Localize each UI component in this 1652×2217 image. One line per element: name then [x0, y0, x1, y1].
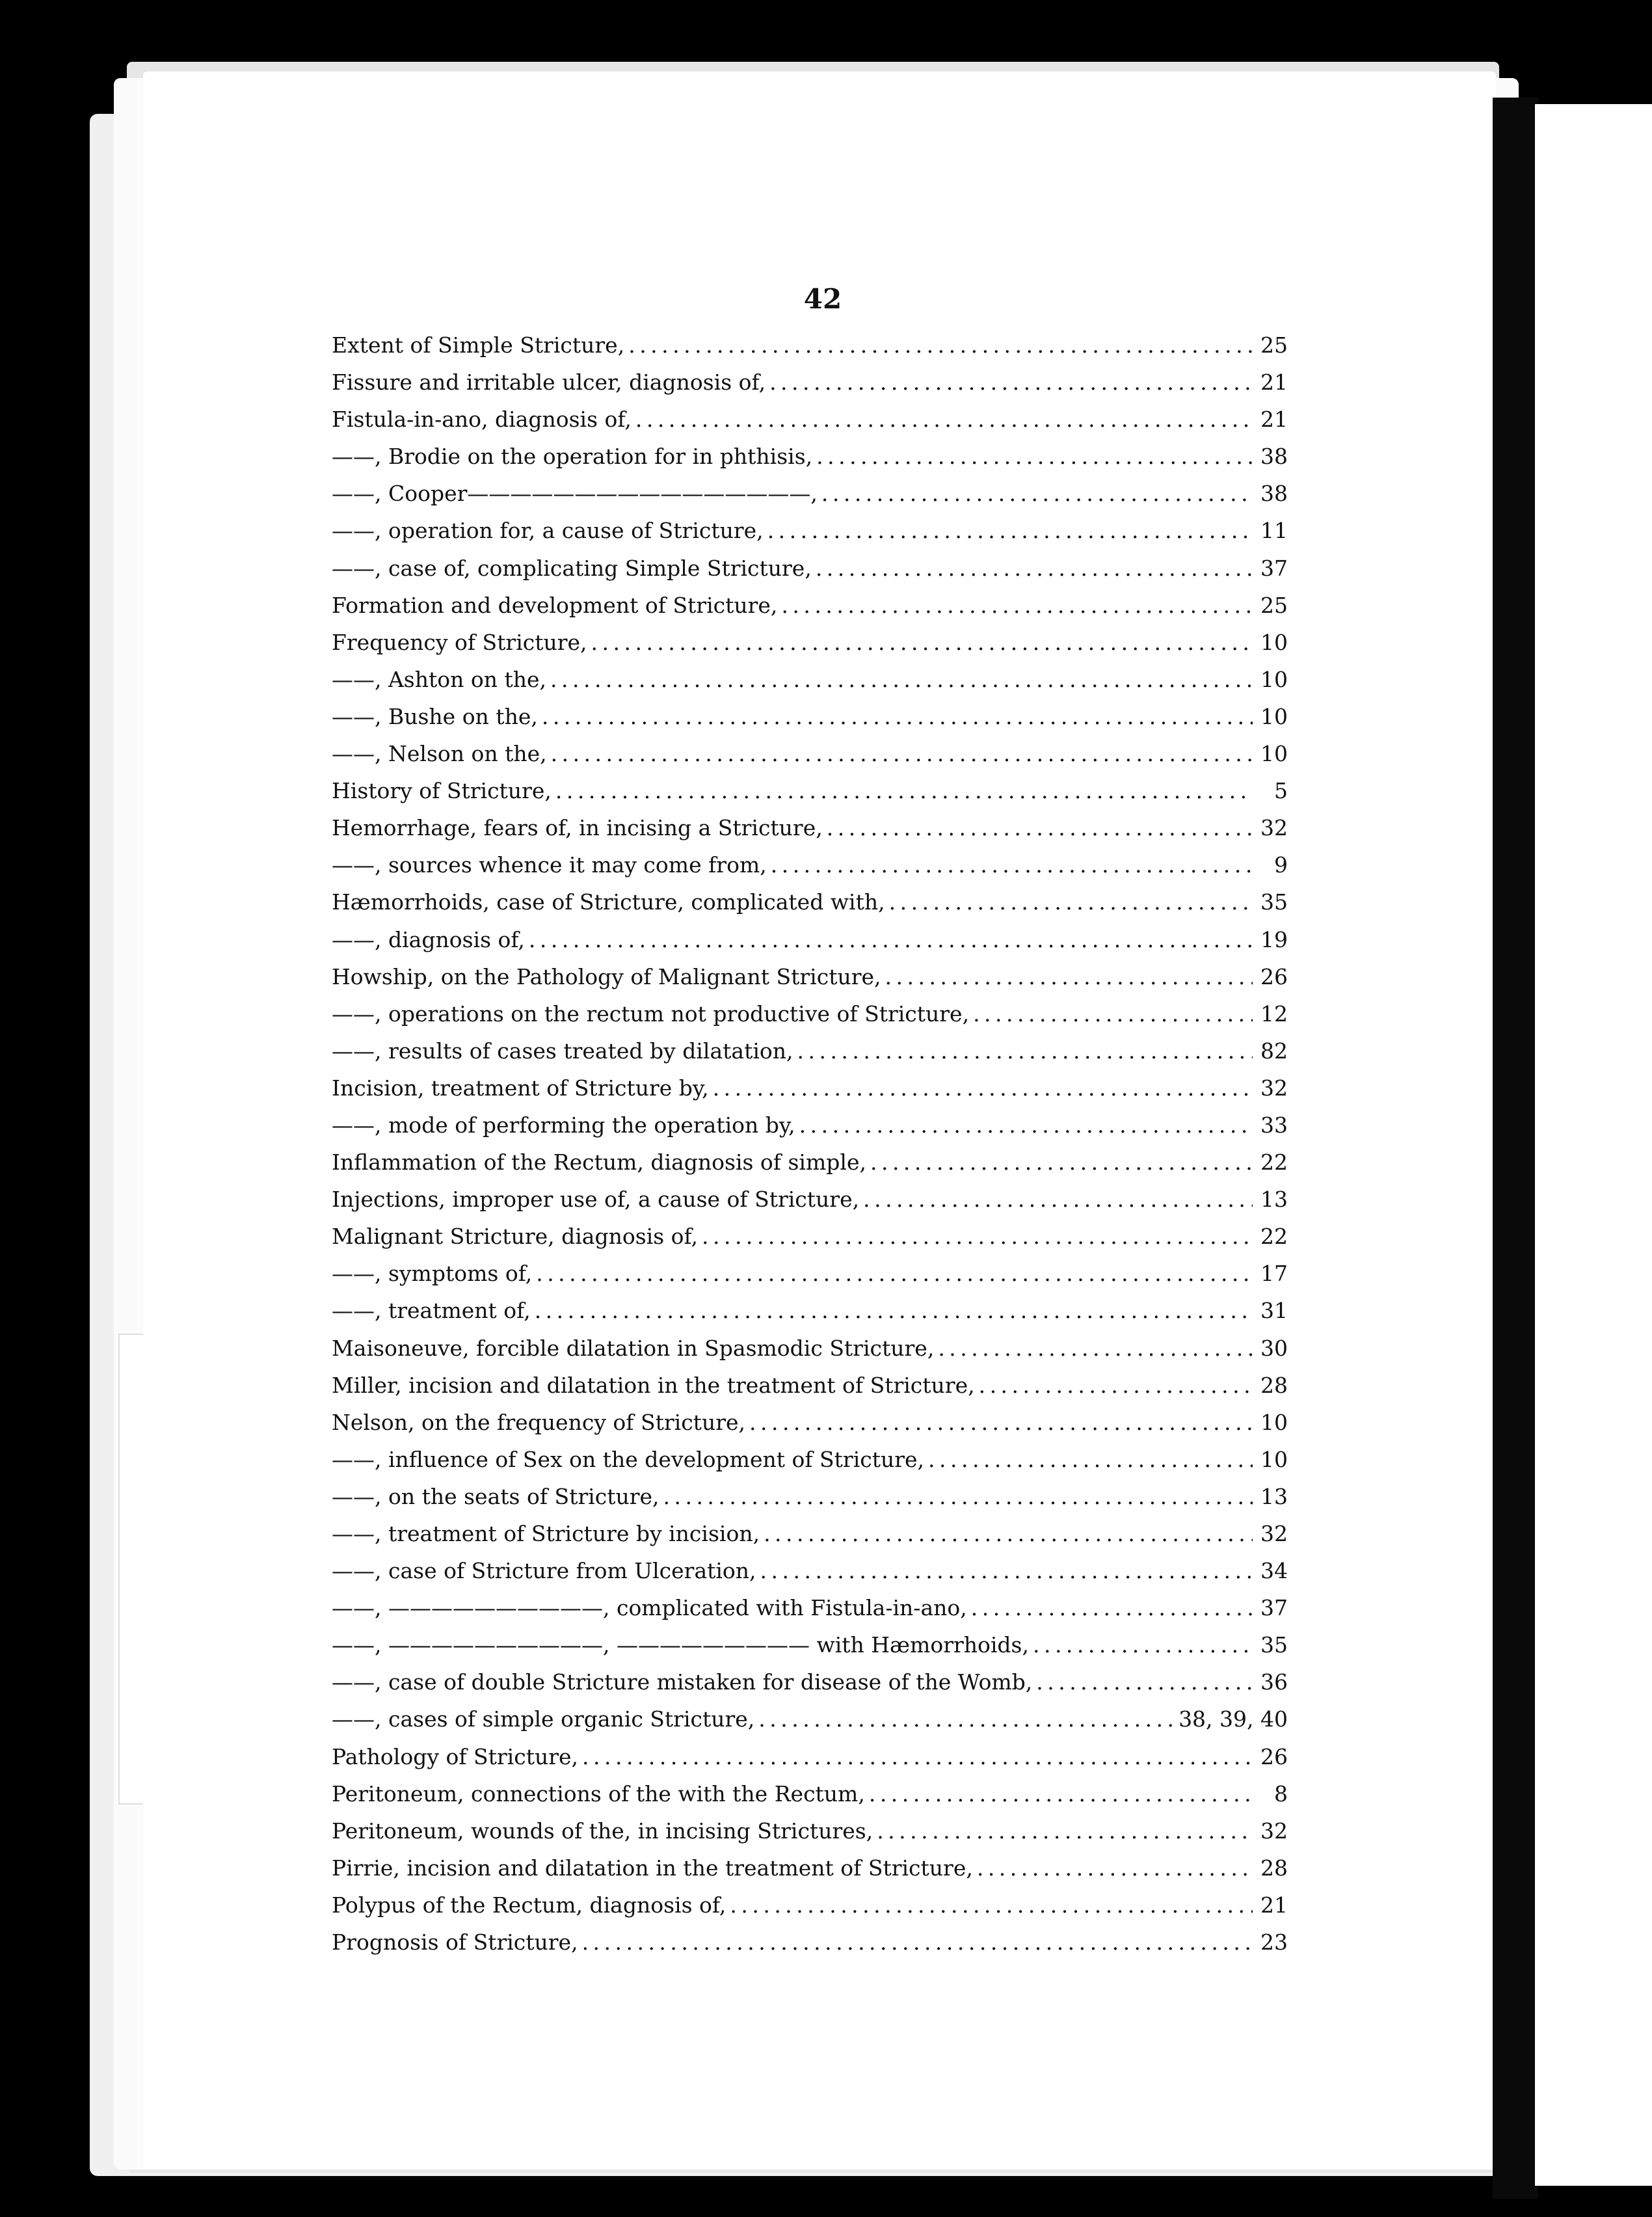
- index-entry: [332, 327, 1288, 364]
- index-entry: [332, 1218, 1288, 1255]
- index-entry-page: 31: [1260, 1298, 1288, 1324]
- index-entry-page: 12: [1260, 1001, 1288, 1027]
- index-entry-page: 26: [1260, 963, 1288, 989]
- dot-leader: [821, 475, 1253, 512]
- index-entry: [332, 1515, 1288, 1552]
- index-entry-text: Pirrie, incision and dilatation in the treatment of Stricture,: [332, 1855, 973, 1881]
- dot-leader: [760, 1552, 1253, 1589]
- dot-leader: [870, 1144, 1253, 1181]
- index-entry-text: Maisoneuve, forcible dilatation in Spasmodic Stricture,: [332, 1335, 935, 1361]
- index-entry-text: Fissure and irritable ulcer, diagnosis of,: [332, 370, 766, 396]
- index-entry: [332, 1775, 1288, 1812]
- index-entry-page: 11: [1260, 518, 1288, 544]
- dot-leader: [767, 512, 1253, 549]
- index-entry-text: History of Stricture,: [332, 778, 552, 804]
- index-entry-page: 32: [1260, 1521, 1288, 1546]
- index-entry: [332, 1330, 1288, 1367]
- index-entry: [332, 1738, 1288, 1775]
- index-entry: [332, 921, 1288, 958]
- index-entry-page: 10: [1260, 1446, 1288, 1472]
- dot-leader: [702, 1218, 1253, 1255]
- index-entry-page: 22: [1260, 1224, 1288, 1250]
- dot-leader: [749, 1404, 1253, 1441]
- index-entry: [332, 624, 1288, 661]
- index-entry-text: Pathology of Stricture,: [332, 1743, 579, 1769]
- dot-leader: [582, 1738, 1253, 1775]
- index-entry-text: Miller, incision and dilatation in the treatment of Stricture,: [332, 1372, 975, 1398]
- index-entry: [332, 698, 1288, 735]
- dot-leader: [591, 624, 1253, 661]
- index-entry: [332, 1626, 1288, 1663]
- index-entry-text: ——, sources whence it may come from,: [332, 852, 767, 878]
- index-entry-text: Nelson, on the frequency of Stricture,: [332, 1409, 745, 1435]
- dot-leader: [885, 958, 1253, 995]
- index-entry-text: ——, operation for, a cause of Stricture,: [332, 518, 764, 544]
- index-entry: [332, 1069, 1288, 1107]
- dot-leader: [1036, 1663, 1253, 1700]
- index-entry-page: 82: [1260, 1038, 1288, 1064]
- index-entry: [332, 1812, 1288, 1849]
- index-entry-page: 10: [1260, 1409, 1288, 1435]
- dot-leader: [535, 1292, 1253, 1329]
- index-entry-text: ——, influence of Sex on the development of Stricture,: [332, 1446, 925, 1472]
- dot-leader: [769, 364, 1253, 401]
- index-entry-page: 32: [1260, 1818, 1288, 1844]
- index-entry-page: 9: [1274, 852, 1288, 878]
- index-entry: [332, 883, 1288, 920]
- index-entry-page: 37: [1260, 1595, 1288, 1621]
- dot-leader: [1033, 1626, 1253, 1663]
- dot-leader: [877, 1812, 1253, 1849]
- index-entry-page: 10: [1260, 741, 1288, 767]
- dot-leader: [928, 1441, 1253, 1478]
- dot-leader: [555, 772, 1253, 809]
- index-entry-text: Prognosis of Stricture,: [332, 1929, 578, 1955]
- index-entry: [332, 1552, 1288, 1589]
- index-entry-text: ——, Nelson on the,: [332, 741, 547, 767]
- dot-leader: [971, 1589, 1253, 1626]
- index-entry-text: Fistula-in-ano, diagnosis of,: [332, 407, 632, 433]
- index-entry-page: 10: [1260, 703, 1288, 729]
- index-entry-page: 28: [1260, 1372, 1288, 1398]
- index-entry-page: 25: [1260, 592, 1288, 618]
- index-entry-page: 38: [1260, 444, 1288, 470]
- dot-leader: [889, 883, 1253, 920]
- dot-leader: [816, 550, 1253, 587]
- index-entry-page: 33: [1260, 1112, 1288, 1138]
- index-entry: [332, 1292, 1288, 1329]
- index-entry-text: Hemorrhage, fears of, in incising a Stricture,: [332, 815, 823, 841]
- index-entry-page: 23: [1260, 1929, 1288, 1955]
- index-entry-page: 35: [1260, 889, 1288, 915]
- index-entry-text: Howship, on the Pathology of Malignant Stricture,: [332, 963, 881, 989]
- index-entry-page: 26: [1260, 1743, 1288, 1769]
- dot-leader: [635, 401, 1253, 438]
- index-entry-text: Frequency of Stricture,: [332, 629, 587, 655]
- index-entry-page: 21: [1260, 370, 1288, 396]
- index-entry-text: ——, Bushe on the,: [332, 703, 538, 729]
- index-entry-text: ——, case of Stricture from Ulceration,: [332, 1558, 756, 1584]
- index-entry-text: Peritoneum, wounds of the, in incising Strictures,: [332, 1818, 873, 1844]
- dot-leader: [827, 809, 1253, 846]
- dot-leader: [799, 1107, 1253, 1144]
- index-entry: [332, 1700, 1288, 1738]
- index-entry: [332, 1032, 1288, 1069]
- index-entry: [332, 1181, 1288, 1218]
- index-entry: [332, 587, 1288, 624]
- dot-leader: [764, 1515, 1253, 1552]
- dot-leader: [582, 1924, 1253, 1961]
- book-spine: [1493, 98, 1538, 2199]
- index-entry-page: 22: [1260, 1149, 1288, 1176]
- index-entry-text: Inflammation of the Rectum, diagnosis of simple,: [332, 1149, 866, 1176]
- index-entry: [332, 1924, 1288, 1961]
- dot-leader: [730, 1887, 1253, 1924]
- index-entry-page: 13: [1260, 1187, 1288, 1213]
- index-entry-text: ——, case of double Stricture mistaken for disease of the Womb,: [332, 1669, 1033, 1695]
- index-entry-page: 35: [1260, 1632, 1288, 1658]
- index-entry-text: ——, Ashton on the,: [332, 666, 547, 692]
- index-entry: [332, 1144, 1288, 1181]
- index-entry-text: Peritoneum, connections of the with the Rectum,: [332, 1780, 865, 1807]
- index-entry: [332, 1367, 1288, 1404]
- dot-leader: [977, 1849, 1253, 1887]
- index-entry-text: ——, mode of performing the operation by,: [332, 1112, 795, 1138]
- index-entry: [332, 1478, 1288, 1515]
- index-entry-page: 28: [1260, 1855, 1288, 1881]
- index-entry-page: 32: [1260, 815, 1288, 841]
- dot-leader: [816, 438, 1253, 475]
- index-entries: [332, 327, 1288, 1961]
- dot-leader: [551, 735, 1253, 772]
- index-entry-page: 38: [1260, 481, 1288, 507]
- index-entry-page: 8: [1274, 1780, 1288, 1807]
- index-entry: [332, 512, 1288, 549]
- facing-page-edge: [1535, 104, 1652, 2186]
- index-entry-text: Malignant Stricture, diagnosis of,: [332, 1224, 699, 1250]
- index-entry-text: ——, results of cases treated by dilatation,: [332, 1038, 793, 1064]
- index-entry-page: 34: [1260, 1558, 1288, 1584]
- index-entry: [332, 1107, 1288, 1144]
- index-entry-page: 38, 39, 40: [1179, 1706, 1288, 1732]
- index-entry: [332, 438, 1288, 475]
- index-entry-page: 21: [1260, 407, 1288, 433]
- dot-leader: [979, 1367, 1253, 1404]
- index-entry: [332, 475, 1288, 512]
- index-entry: [332, 401, 1288, 438]
- index-entry-text: ——, symptoms of,: [332, 1261, 533, 1287]
- index-entry-text: ——, ——————————, complicated with Fistula-in-ano,: [332, 1595, 967, 1621]
- index-entry: [332, 1849, 1288, 1887]
- dot-leader: [550, 661, 1253, 698]
- dot-leader: [529, 921, 1253, 958]
- dot-leader: [628, 327, 1253, 364]
- index-entry: [332, 1404, 1288, 1441]
- index-entry-text: Incision, treatment of Stricture by,: [332, 1075, 709, 1101]
- index-entry-text: ——, cases of simple organic Stricture,: [332, 1706, 755, 1732]
- dot-leader: [771, 846, 1253, 883]
- dot-leader: [542, 698, 1253, 735]
- index-entry-text: ——, ——————————, ————————— with Hæmorrhoids,: [332, 1632, 1029, 1658]
- dot-leader: [869, 1775, 1253, 1812]
- index-entry-text: ——, on the seats of Stricture,: [332, 1483, 659, 1509]
- index-entry: [332, 809, 1288, 846]
- dot-leader: [797, 1032, 1253, 1069]
- index-entry-text: Extent of Simple Stricture,: [332, 332, 625, 358]
- index-entry-text: Injections, improper use of, a cause of Stricture,: [332, 1187, 860, 1213]
- index-entry-page: 19: [1260, 926, 1288, 952]
- index-entry: [332, 661, 1288, 698]
- index-entry-page: 25: [1260, 332, 1288, 358]
- dot-leader: [713, 1069, 1253, 1107]
- index-entry-page: 10: [1260, 629, 1288, 655]
- index-entry: [332, 995, 1288, 1032]
- index-entry-text: ——, case of, complicating Simple Stricture,: [332, 555, 812, 581]
- dot-leader: [758, 1700, 1175, 1738]
- index-entry-text: ——, treatment of,: [332, 1298, 531, 1324]
- index-entry: [332, 1589, 1288, 1626]
- page-number: 42: [803, 283, 842, 315]
- index-entry: [332, 550, 1288, 587]
- index-entry: [332, 1441, 1288, 1478]
- index-entry-page: 30: [1260, 1335, 1288, 1361]
- index-entry-page: 13: [1260, 1483, 1288, 1509]
- dot-leader: [536, 1255, 1253, 1292]
- index-entry-page: 32: [1260, 1075, 1288, 1101]
- index-entry-text: Hæmorrhoids, case of Stricture, complicated with,: [332, 889, 885, 915]
- index-entry: [332, 1255, 1288, 1292]
- index-entry: [332, 772, 1288, 809]
- index-entry-text: ——, treatment of Stricture by incision,: [332, 1521, 760, 1546]
- index-content: [332, 280, 1288, 1961]
- index-entry-text: Polypus of the Rectum, diagnosis of,: [332, 1892, 726, 1918]
- index-entry-page: 21: [1260, 1892, 1288, 1918]
- index-entry: [332, 1887, 1288, 1924]
- dot-leader: [863, 1181, 1253, 1218]
- index-entry-page: 36: [1260, 1669, 1288, 1695]
- index-entry-text: ——, Brodie on the operation for in phthisis,: [332, 444, 813, 470]
- dot-leader: [663, 1478, 1253, 1515]
- dot-leader: [938, 1330, 1253, 1367]
- index-entry: [332, 958, 1288, 995]
- index-entry-text: ——, operations on the rectum not productive of Stricture,: [332, 1001, 970, 1027]
- index-entry-page: 17: [1260, 1261, 1288, 1287]
- dot-leader: [973, 995, 1253, 1032]
- index-entry: [332, 735, 1288, 772]
- index-entry: [332, 364, 1288, 401]
- index-entry-text: ——, Cooper————————————————,: [332, 481, 818, 507]
- index-entry-page: 37: [1260, 555, 1288, 581]
- index-entry-text: Formation and development of Stricture,: [332, 592, 778, 618]
- index-entry-page: 10: [1260, 666, 1288, 692]
- index-entry-text: ——, diagnosis of,: [332, 926, 525, 952]
- index-entry: [332, 1663, 1288, 1700]
- index-entry: [332, 846, 1288, 883]
- dot-leader: [781, 587, 1253, 624]
- index-entry-page: 5: [1274, 778, 1288, 804]
